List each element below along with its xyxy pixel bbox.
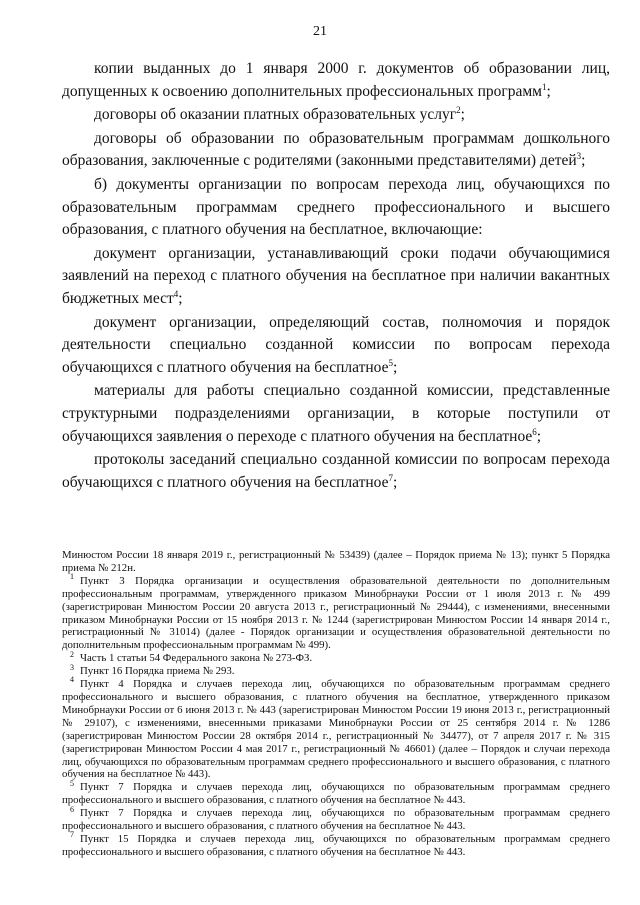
footnotes-section [62, 549, 610, 859]
footnote: $^3$ Пункт 16 Порядка приема № 293. [70, 662, 235, 678]
paragraph: протоколы заседаний специально созданной комиссии по вопросам перехода обучающихся с платного обучения на бесплатное$^7$; [62, 451, 610, 491]
footnote-mark: 2 [70, 649, 74, 659]
footnote: $^2$ Часть 1 статьи 54 Федерального закона № 273-ФЗ. [70, 649, 313, 665]
footnote-mark: 6 [70, 804, 74, 814]
footnote-mark: 1 [70, 572, 74, 582]
paragraph: договоры об образовании по образовательным программам дошкольного образования, заключенные с родителями (законными представителями) детей$^3$; [62, 129, 610, 170]
page-number: 21 [313, 24, 327, 39]
footnote-ref: 4 [173, 288, 179, 299]
paragraph: копии выданных до 1 января 2000 г. документов об образовании лиц, допущенных к освоению дополнительных профессиональных программ$^1$; [62, 60, 610, 100]
main-text [62, 58, 610, 494]
footnote: $^7$ Пункт 15 Порядка и случаев перехода лиц, обучающихся по образовательным программам среднего профессионального и высшего образования, с платного обучения на бесплатное № 443. [62, 830, 610, 858]
footnote: $^4$ Пункт 4 Порядка и случаев перехода лиц, обучающихся по образовательным программам среднего профессионального и высшего образования, с платного обучения на бесплатное, утвержденного приказом Минобрнауки России от 6 июня 2013 г. № 443 (зарегистрирован Минюстом России 19 июня 2013 г., регистрационный № 29107), с изменениями, внесенными приказами Минобрнауки России от 25 сентября 2014 г. № 1286 (зарегистрирован Минюстом России 28 октября 2014 г., регистрационный № 34477), от 7 апреля 2017 г. № 315 (зарегистрирован Минюстом России 4 мая 2017 г., регистрационный № 46601) (далее – Порядок и случаи перехода лиц, обучающихся по образовательным программам среднего профессионального и высшего образования, с платного обучения на бесплатное № 443). [62, 675, 610, 781]
paragraph: документ организации, определяющий состав, полномочия и порядок деятельности специально созданной комиссии по вопросам перехода обучающихся с платного обучения на бесплатное$^5$; [62, 313, 610, 376]
footnote: $^1$ Пункт 3 Порядка организации и осуществления образовательной деятельности по дополнительным профессиональным программам, утвержденного приказом Минобрнауки России от 1 июля 2013 г. № 499 (зарегистрирован Минюстом России 20 августа 2013 г., регистрационный № 29444), с изменениями, внесенными приказом Минобрнауки России от 15 ноября 2013 г. № 1244 (зарегистрирован Минюстом России 14 января 2014 г., регистрационный № 31014) (далее - Порядок организации и осуществления образовательной деятельности по дополнительным профессиональным программам № 499). [62, 572, 610, 652]
footnote-ref: 3 [576, 151, 582, 162]
footnote-ref: 5 [388, 357, 393, 368]
footnote-continuation: Минюстом России 18 января 2019 г., регистрационный № 53439) (далее – Порядок приема № 13); пункт 5 Порядка приема № 212н. [62, 549, 610, 574]
footnote-mark: 3 [70, 662, 74, 672]
footnote-ref: 6 [532, 426, 537, 437]
footnote-ref: 7 [388, 472, 393, 483]
paragraph: документ организации, устанавливающий сроки подачи обучающимися заявлений на переход с платного обучения на бесплатное при наличии вакантных бюджетных мест$^4$; [62, 244, 610, 307]
footnote-ref: 1 [541, 81, 547, 92]
paragraph: договоры об оказании платных образовательных услуг$^2$; [94, 105, 465, 124]
footnote-ref: 2 [456, 105, 461, 116]
footnote-mark: 5 [70, 778, 74, 788]
footnote: $^5$ Пункт 7 Порядка и случаев перехода лиц, обучающихся по образовательным программам среднего профессионального и высшего образования, с платного обучения на бесплатное № 443. [62, 778, 610, 807]
footnote: $^6$ Пункт 7 Порядка и случаев перехода лиц, обучающихся по образовательным программам среднего профессионального и высшего образования, с платного обучения на бесплатное № 443. [62, 804, 610, 833]
paragraph: материалы для работы специально созданной комиссии, представленные структурными подразделениями организации, в которые поступили от обучающихся заявления о переходе с платного обучения на бесплатное$^6$; [62, 382, 610, 445]
footnote-mark: 7 [70, 830, 74, 840]
footnote-mark: 4 [70, 675, 74, 685]
paragraph: б) документы организации по вопросам перехода лиц, обучающихся по образовательным программам среднего профессионального и высшего образования, с платного обучения на бесплатное, включающие: [62, 175, 610, 239]
